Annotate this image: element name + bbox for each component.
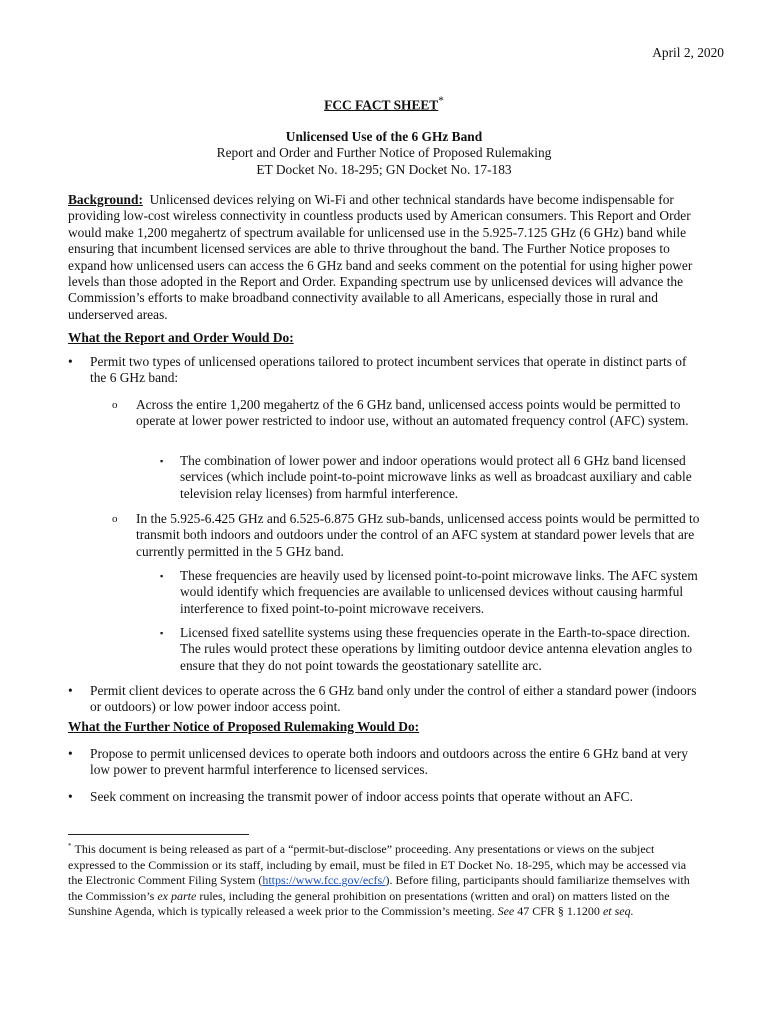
bullet-icon: • — [68, 746, 73, 761]
square-bullet-icon: ▪ — [160, 571, 164, 581]
background-label: Background: — [68, 192, 143, 207]
subtitle: Unlicensed Use of the 6 GHz Band — [285, 128, 483, 144]
title-block — [68, 93, 700, 178]
footnote-mark: * — [68, 842, 72, 850]
list-item: • Seek comment on increasing the transmit power of indoor access points that operate without an AFC. — [68, 789, 633, 804]
background-paragraph — [68, 192, 700, 323]
list-item: ▪ Licensed fixed satellite systems using these frequencies operate in the Earth-to-space direction. The rules would protect these operations by limiting outdoor device antenna elevation angles to ensure that they do not point towards the geostationary satellite arc. — [160, 625, 693, 673]
list-item: o In the 5.925-6.425 GHz and 6.525-6.875 GHz sub-bands, unlicensed access points would be permitted to transmit both indoors and outdoors under the control of an AFC system at standard power levels that are currently permitted in the 5 GHz band. — [112, 511, 700, 559]
list-item: • Permit two types of unlicensed operations tailored to protect incumbent services that operate in distinct parts of the 6 GHz band: — [68, 354, 687, 386]
circle-bullet-icon: o — [112, 513, 118, 525]
footnote-reference: * — [438, 95, 444, 107]
footnote: * This document is being released as part of a “permit-but-disclose” proceeding. Any presentations or views on the subject expressed to the Commission or its staff, including by email, must be filed in ET Docket No. 18-295, which may be accessed via the Electronic Comment Filing System (https://www.fcc.gov/ecfs/). Before filing, participants should familiarize themselves with the Commission’s ex parte rules, including the general prohibition on presentations (written and oral) on matters listed on the Sunshine Agenda, which is typically released a week prior to the Commission’s meeting. See 47 CFR § 1.1200 et seq. — [68, 842, 690, 918]
circle-bullet-icon: o — [112, 399, 118, 411]
background-text: Unlicensed devices relying on Wi-Fi and other technical standards have become indispensable for providing low-cost wireless connectivity in countless products used by American consumers. This Report and Order would make 1,200 megahertz of spectrum available for unlicensed use in the 5.925-7.125 GHz (6 GHz) band while ensuring that incumbent licensed services are able to thrive throughout the band. The Further Notice proposes to expand how unlicensed users can access the 6 GHz band and seeks comment on the potential for using higher power levels than those adopted in the Report and Order. Expanding spectrum use by unlicensed devices will advance the Commission’s efforts to make broadband connectivity available to all Americans, especially those in rural and underserved areas. — [68, 192, 693, 322]
list-item: ▪ The combination of lower power and indoor operations would protect all 6 GHz band licensed services (which include point-to-point microwave links as well as broadcast auxiliary and cable television relay licenses) from harmful interference. — [160, 453, 692, 501]
ecfs-link[interactable]: https://www.fcc.gov/ecfs/ — [262, 873, 386, 887]
square-bullet-icon: ▪ — [160, 456, 164, 466]
bullet-icon: • — [68, 683, 73, 698]
bullet-icon: • — [68, 354, 73, 369]
further-notice-heading: What the Further Notice of Proposed Rulemaking Would Do: — [68, 719, 420, 734]
subtitle-line-2: Report and Order and Further Notice of Proposed Rulemaking — [216, 145, 552, 161]
list-item: o Across the entire 1,200 megahertz of the 6 GHz band, unlicensed access points would be permitted to operate at lower power restricted to indoor use, without an automated frequency control (AFC) system. — [112, 397, 689, 429]
fact-sheet-title: FCC FACT SHEET* — [324, 95, 444, 113]
list-item: • Propose to permit unlicensed devices to operate both indoors and outdoors across the entire 6 GHz band at very low power to prevent harmful interference to licensed services. — [68, 746, 688, 778]
report-order-heading: What the Report and Order Would Do: — [68, 330, 294, 345]
document-date: April 2, 2020 — [652, 45, 724, 60]
docket-numbers: ET Docket No. 18-295; GN Docket No. 17-183 — [256, 161, 512, 177]
list-item: • Permit client devices to operate across the 6 GHz band only under the control of either a standard power (indoors or outdoors) or low power indoor access point. — [68, 683, 697, 715]
square-bullet-icon: ▪ — [160, 628, 164, 638]
footnote-divider — [68, 834, 249, 835]
bullet-icon: • — [68, 789, 73, 804]
list-item: ▪ These frequencies are heavily used by licensed point-to-point microwave links. The AFC system would identify which frequencies are available to unlicensed devices without causing harmful interference to fixed point-to-point microwave receivers. — [160, 568, 698, 616]
